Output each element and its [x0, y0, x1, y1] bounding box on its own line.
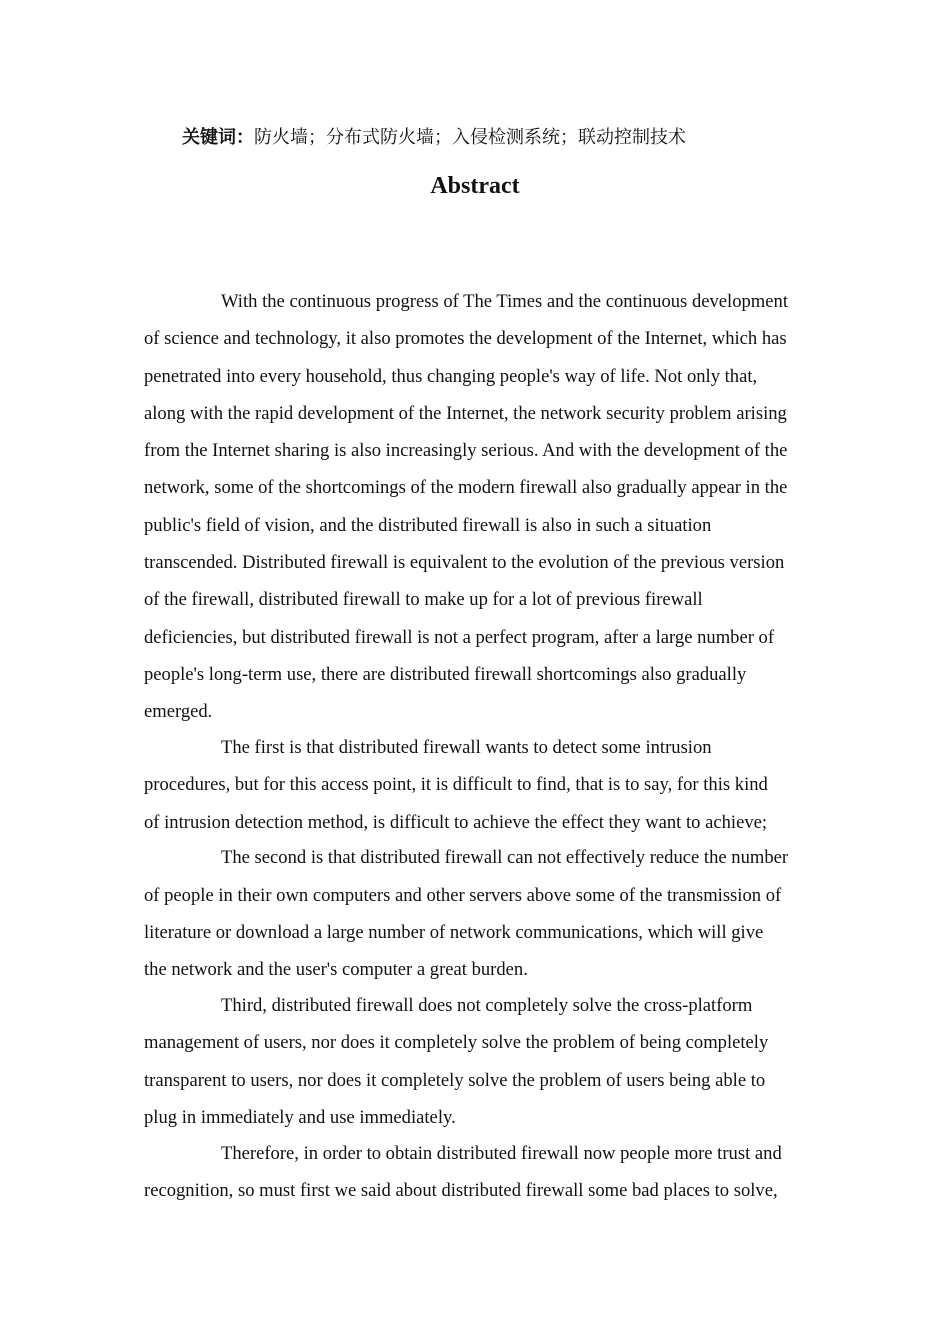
keywords-line: [182, 124, 686, 152]
paragraph-line: management of users, nor does it completely solve the problem of being completely: [144, 1032, 769, 1054]
paragraph-line: people's long-term use, there are distributed firewall shortcomings also gradually: [144, 663, 747, 685]
paragraph: [144, 1135, 814, 1210]
paragraph-line: emerged.: [144, 701, 213, 723]
paragraph-line: recognition, so must first we said about distributed firewall some bad places to solve,: [144, 1180, 778, 1202]
keywords-label: 关键词：: [182, 127, 254, 148]
paragraph-line: from the Internet sharing is also increasingly serious. And with the development of the: [144, 440, 788, 462]
paragraph-line: The second is that distributed firewall can not effectively reduce the number: [221, 847, 789, 869]
paragraph-line: procedures, but for this access point, it is difficult to find, that is to say, for this kind: [144, 774, 768, 796]
paragraph-line: transparent to users, nor does it completely solve the problem of users being able to: [144, 1069, 766, 1091]
paragraph-line: literature or download a large number of network communications, which will give: [144, 922, 764, 944]
paragraph-line: deficiencies, but distributed firewall is not a perfect program, after a large number of: [144, 626, 775, 648]
paragraph: [144, 987, 814, 1136]
abstract-heading: Abstract: [430, 173, 520, 199]
paragraph-line: of people in their own computers and other servers above some of the transmission of: [144, 884, 782, 906]
paragraph: [144, 283, 814, 731]
paragraph-line: With the continuous progress of The Times and the continuous development: [221, 291, 788, 312]
paragraph: [144, 729, 814, 841]
paragraph-line: transcended. Distributed firewall is equivalent to the evolution of the previous version: [144, 552, 785, 574]
paragraph-line: along with the rapid development of the Internet, the network security problem arising: [144, 402, 787, 424]
paragraph-line: of science and technology, it also promotes the development of the Internet, which has: [144, 328, 787, 350]
keywords-text: 防火墙；分布式防火墙；入侵检测系统；联动控制技术: [254, 127, 686, 148]
paragraph-line: network, some of the shortcomings of the modern firewall also gradually appear in the: [144, 477, 788, 499]
paragraph-line: The first is that distributed firewall wants to detect some intrusion: [221, 737, 712, 759]
paragraph-line: penetrated into every household, thus changing people's way of life. Not only that,: [144, 365, 758, 387]
paragraph-line: of the firewall, distributed firewall to make up for a lot of previous firewall: [144, 589, 703, 611]
paragraph-line: Therefore, in order to obtain distributed firewall now people more trust and: [221, 1142, 782, 1164]
paragraph: [144, 839, 814, 988]
paragraph-line: plug in immediately and use immediately.: [144, 1107, 456, 1129]
paragraph-line: of intrusion detection method, is difficult to achieve the effect they want to achieve;: [144, 811, 768, 833]
paragraph-line: the network and the user's computer a great burden.: [144, 959, 528, 981]
paragraph-line: public's field of vision, and the distributed firewall is also in such a situation: [144, 514, 712, 536]
abstract-body: [144, 283, 814, 1209]
paragraph-line: Third, distributed firewall does not completely solve the cross-platform: [221, 995, 753, 1017]
